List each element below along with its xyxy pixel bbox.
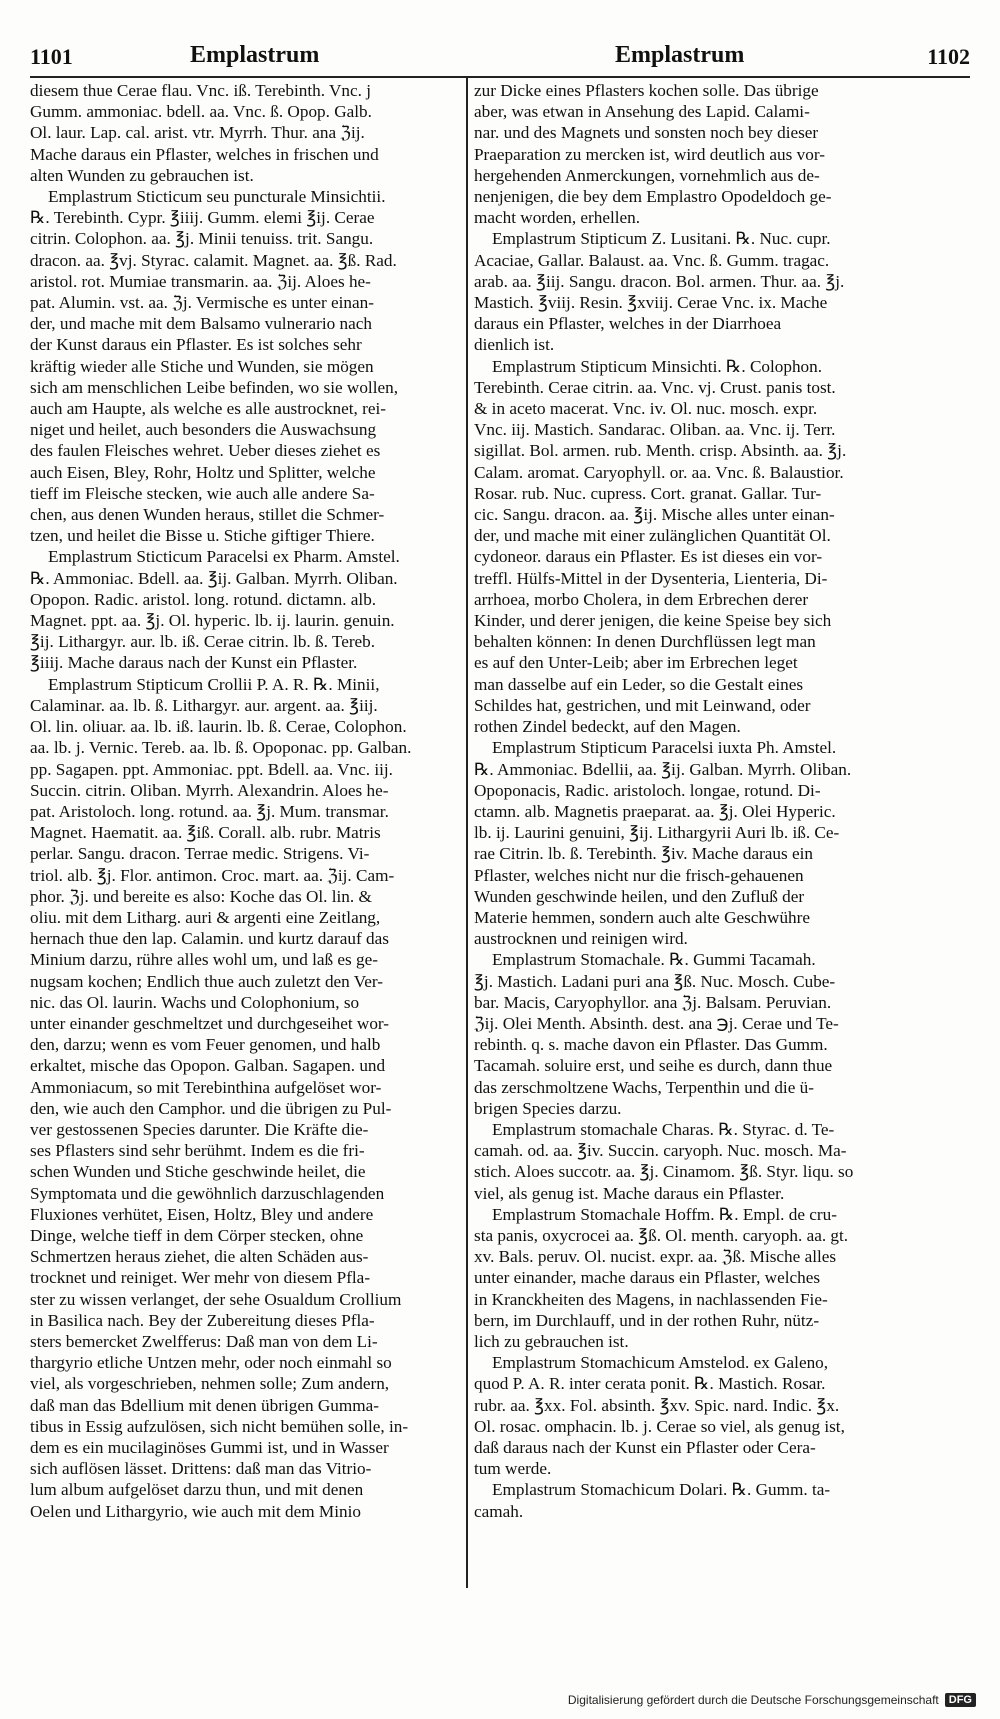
text-line: Gumm. ammoniac. bdell. aa. Vnc. ß. Opop. Galb. <box>30 102 372 122</box>
text-line: ℨij. Olei Menth. Absinth. dest. ana ℈j. Cerae und Te- <box>474 1013 839 1033</box>
text-line: aa. lb. j. Vernic. Tereb. aa. lb. ß. Opoponac. pp. Galban. <box>30 738 412 758</box>
text-line: Emplastrum Stomachicum Amstelod. ex Galeno, <box>492 1353 829 1373</box>
text-line: thargyrio etliche Untzen mehr, oder noch einmahl so <box>30 1353 392 1373</box>
text-line: tibus in Essig aufzulösen, sich nicht bemühen solle, in- <box>30 1416 409 1436</box>
text-line: schen Wunden und Stiche geschwinde heilet, die <box>30 1162 366 1182</box>
text-line: aber, was etwan in Ansehung des Lapid. Calami- <box>474 102 810 122</box>
text-line: unter einander geschmeltzet und durchgeseihet wor- <box>30 1013 390 1033</box>
text-line: Ol. rosac. omphacin. lb. j. Cerae so viel, als genug ist, <box>474 1416 845 1436</box>
text-line: ℞. Ammoniac. Bdell. aa. ℥ij. Galban. Myrrh. Oliban. <box>30 568 398 588</box>
text-line: Emplastrum Stomachicum Dolari. ℞. Gumm. ta- <box>492 1480 831 1500</box>
text-line: camah. od. aa. ℥iv. Succin. caryoph. Nuc. mosch. Ma- <box>474 1141 847 1161</box>
text-line: lb. ij. Laurini genuini, ℥ij. Lithargyrii Auri lb. iß. Ce- <box>474 823 840 843</box>
text-line: Minium darzu, rühre alles wohl um, und laß es ge- <box>30 950 378 970</box>
text-line: pat. Alumin. vst. aa. ℨj. Vermische es unter einan- <box>30 293 374 313</box>
text-line: diesem thue Cerae flau. Vnc. iß. Terebinth. Vnc. j <box>30 81 372 100</box>
text-line: Calam. aromat. Caryophyll. or. aa. Vnc. ß. Balaustior. <box>474 462 844 482</box>
text-line: stich. Aloes succotr. aa. ℥j. Cinamom. ℥ß. Styr. liqu. so <box>474 1162 854 1182</box>
text-line: niget und heilet, auch besonders die Auswachsung <box>30 420 377 440</box>
text-line: Emplastrum stomachale Charas. ℞. Styrac. d. Te- <box>492 1119 835 1139</box>
text-line: ℥ij. Lithargyr. aur. lb. iß. Cerae citrin. lb. ß. Tereb. <box>30 632 376 652</box>
text-line: ℥j. Mastich. Ladani puri ana ℥ß. Nuc. Mosch. Cube- <box>474 971 836 991</box>
text-line: Oelen und Lithargyrio, wie auch mit dem Minio <box>30 1501 361 1521</box>
text-line: austrocknen und reinigen wird. <box>474 929 688 949</box>
text-line: lich zu gebrauchen ist. <box>474 1331 629 1351</box>
text-line: zur Dicke eines Pflasters kochen solle. Das übrige <box>474 81 819 100</box>
text-line: sters bemercket Zwelfferus: Daß man von dem Li- <box>30 1331 378 1351</box>
text-line: daß daraus nach der Kunst ein Pflaster oder Cera- <box>474 1438 816 1457</box>
text-line: den, wie auch den Camphor. und die übrigen zu Pul- <box>30 1098 392 1118</box>
text-line: in Basilica nach. Bey der Zubereitung dieses Pfla- <box>30 1310 375 1330</box>
text-line: arab. aa. ℥iij. Sangu. dracon. Bol. armen. Thur. aa. ℥j. <box>474 271 845 291</box>
text-line: Opoponacis, Radic. aristoloch. longae, rotund. Di- <box>474 780 821 800</box>
text-line: Magnet. Haematit. aa. ℥iß. Corall. alb. rubr. Matris <box>30 823 381 843</box>
digitization-credit: Digitalisierung gefördert durch die Deutsche Forschungsgemeinschaft <box>567 1693 939 1707</box>
text-line: Fluxiones verhütet, Eisen, Holtz, Bley und andere <box>30 1204 374 1224</box>
text-line: der Kunst daraus ein Pflaster. Es ist solches sehr <box>30 335 362 355</box>
page-number-left: 1101 <box>30 44 73 69</box>
text-line: es auf den Unter-Leib; aber im Erbrechen leget <box>474 653 798 673</box>
text-line: daraus ein Pflaster, welches in der Diarrhoea <box>474 314 782 334</box>
text-line: ctamn. alb. Magnetis praeparat. aa. ℥j. Olei Hyperic. <box>474 801 836 821</box>
page-header <box>30 38 970 72</box>
text-line: alten Wunden zu gebrauchen ist. <box>30 165 254 185</box>
text-line: Pflaster, welches nicht nur die frisch-gehauenen <box>474 865 804 885</box>
text-line: in Kranckheiten des Magens, in nachlassenden Fie- <box>474 1289 828 1309</box>
text-line: brigen Species darzu. <box>474 1098 622 1118</box>
text-line: Emplastrum Stipticum Minsichti. ℞. Colophon. <box>492 356 823 376</box>
text-line: Symptomata und die gewöhnlich darzuschlagenden <box>30 1183 385 1203</box>
column-divider <box>466 78 468 1588</box>
running-title-left: Emplastrum <box>190 42 320 68</box>
text-line: aristol. rot. Mumiae transmarin. aa. ℨij. Aloes he- <box>30 271 371 291</box>
text-line: Ammoniacum, so mit Terebinthina aufgelöset wor- <box>30 1077 382 1097</box>
text-line: nenjenigen, die bey dem Emplastro Opodeldoch ge- <box>474 187 832 207</box>
text-line: xv. Bals. peruv. Ol. nucist. expr. aa. ℨß. Mische alles <box>474 1247 837 1267</box>
text-line: auch am Haupte, als welche es alle austrocknet, rei- <box>30 399 387 419</box>
dfg-logo: DFG <box>945 1693 976 1707</box>
text-line: dem es ein mucilaginöses Gummi ist, und in Wasser <box>30 1438 389 1457</box>
text-line: sich auflösen lässet. Drittens: daß man das Vitrio- <box>30 1459 372 1479</box>
running-title-right: Emplastrum <box>615 42 745 68</box>
text-line: Emplastrum Stipticum Z. Lusitani. ℞. Nuc. cupr. <box>492 229 831 249</box>
text-line: erkaltet, mische das Opopon. Galban. Sagapen. und <box>30 1056 386 1076</box>
text-line: bern, im Durchlauff, und in der rothen Ruhr, nütz- <box>474 1310 820 1330</box>
text-line: Acaciae, Gallar. Balaust. aa. Vnc. ß. Gumm. tragac. <box>474 250 830 270</box>
text-line: viel, als genug ist. Mache daraus ein Pflaster. <box>474 1183 785 1203</box>
text-line: phor. ℨj. und bereite es also: Koche das Ol. lin. & <box>30 886 372 906</box>
text-line: hernach thue den lap. Calamin. und kurtz darauf das <box>30 929 389 949</box>
text-line: Emplastrum Stomachale Hoffm. ℞. Empl. de cru- <box>492 1204 837 1224</box>
text-line: treffl. Hülfs-Mittel in der Dysenteria, Lienteria, Di- <box>474 568 828 588</box>
text-line: pat. Aristoloch. long. rotund. aa. ℥j. Mum. transmar. <box>30 801 389 821</box>
text-line: Tacamah. soluire erst, und seihe es durch, dann thue <box>474 1056 833 1076</box>
text-line: Emplastrum Sticticum seu puncturale Minsichtii. <box>48 187 386 207</box>
text-line: nugsam kochen; Endlich thue auch zuletzt den Ver- <box>30 971 383 991</box>
text-line: man dasselbe auf ein Leder, so die Gestalt eines <box>474 674 804 694</box>
text-line: dracon. aa. ℥vj. Styrac. calamit. Magnet. aa. ℥ß. Rad. <box>30 250 397 270</box>
text-line: cydoneor. daraus ein Pflaster. Es ist dieses ein vor- <box>474 547 823 567</box>
left-column <box>30 80 460 1522</box>
text-line: daß man das Bdellium mit denen übrigen Gumma- <box>30 1395 379 1415</box>
text-line: camah. <box>474 1501 524 1521</box>
text-line: dienlich ist. <box>474 335 555 355</box>
text-line: kräftig wieder alle Stiche und Wunden, sie mögen <box>30 356 374 376</box>
text-line: Ol. laur. Lap. cal. arist. vtr. Myrrh. Thur. ana ℨij. <box>30 123 365 143</box>
text-line: Calaminar. aa. lb. ß. Lithargyr. aur. argent. aa. ℥iij. <box>30 695 378 715</box>
text-line: bar. Macis, Caryophyllor. ana ℨj. Balsam. Peruvian. <box>474 992 832 1012</box>
text-line: & in aceto macerat. Vnc. iv. Ol. nuc. mosch. expr. <box>474 399 818 419</box>
text-line: hergehenden Anmerckungen, vornehmlich aus de- <box>474 165 820 185</box>
text-line: macht worden, erhellen. <box>474 208 641 228</box>
text-line: Ol. lin. oliuar. aa. lb. iß. laurin. lb. ß. Cerae, Colophon. <box>30 717 407 737</box>
page-footer <box>568 1693 976 1707</box>
text-line: ℞. Terebinth. Cypr. ℥iiij. Gumm. elemi ℥ij. Cerae <box>30 208 375 228</box>
text-line: auch Eisen, Bley, Rohr, Holtz und Splitter, welche <box>30 462 376 482</box>
text-line: tum werde. <box>474 1459 552 1479</box>
text-line: das zerschmoltzene Wachs, Terpenthin und die ü- <box>474 1077 814 1097</box>
text-line: Praeparation zu mercken ist, wird deutlich aus vor- <box>474 144 825 164</box>
text-line: trocknet und reiniget. Wer mehr von diesem Pfla- <box>30 1268 371 1288</box>
text-line: ℥iiij. Mache daraus nach der Kunst ein Pflaster. <box>30 653 358 673</box>
text-line: tieff im Fleische stecken, wie auch alle andere Sa- <box>30 483 375 503</box>
text-line: Schildes hat, gestrichen, und mit Leinwand, oder <box>474 695 811 715</box>
text-line: citrin. Colophon. aa. ℥j. Minii tenuiss. trit. Sangu. <box>30 229 374 249</box>
text-line: ses Pflasters sind sehr berühmt. Indem es die fri- <box>30 1141 365 1161</box>
text-line: sich am menschlichen Leibe befinden, wo sie wollen, <box>30 377 398 397</box>
text-line: tzen, und heilet die Bisse u. Stiche giftiger Thiere. <box>30 526 375 546</box>
text-line: der, und mache mit dem Balsamo vulnerario nach <box>30 314 372 334</box>
text-line: Dinge, welche tieff in dem Cörper stecken, ohne <box>30 1225 364 1245</box>
text-line: sta panis, oxycrocei aa. ℥ß. Ol. menth. caryoph. aa. gt. <box>474 1225 849 1245</box>
text-line: Kinder, und derer jenigen, die keine Speise bey sich <box>474 611 832 631</box>
text-line: Emplastrum Stomachale. ℞. Gummi Tacamah. <box>492 950 816 970</box>
text-line: arrhoea, morbo Cholera, in dem Erbrechen derer <box>474 589 809 609</box>
text-line: rebinth. q. s. mache davon ein Pflaster. Das Gumm. <box>474 1035 828 1055</box>
text-line: Vnc. iij. Mastich. Sandarac. Oliban. aa. Vnc. ij. Terr. <box>474 420 836 440</box>
text-line: Magnet. ppt. aa. ℥j. Ol. hyperic. lb. ij. laurin. genuin. <box>30 611 395 631</box>
text-line: Rosar. rub. Nuc. cupress. Cort. granat. Gallar. Tur- <box>474 483 822 503</box>
page-number-right: 1102 <box>927 44 970 69</box>
text-line: nar. und des Magnets und sonsten noch bey dieser <box>474 123 819 143</box>
header-rule <box>30 76 970 78</box>
text-line: der, und mache mit einer zulänglichen Quantität Ol. <box>474 526 831 546</box>
text-line: Wunden geschwinde heilen, und den Zufluß der <box>474 886 805 906</box>
text-line: pp. Sagapen. ppt. Ammoniac. ppt. Bdell. aa. Vnc. iij. <box>30 759 393 779</box>
text-line: Terebinth. Cerae citrin. aa. Vnc. vj. Crust. panis tost. <box>474 377 836 397</box>
text-line: unter einander, mache daraus ein Pflaster, welches <box>474 1268 821 1288</box>
text-line: viel, als vorgeschrieben, nehmen solle; Zum andern, <box>30 1374 390 1394</box>
text-line: oliu. mit dem Litharg. auri & argenti eine Zeitlang, <box>30 907 381 927</box>
text-line: sigillat. Bol. armen. rub. Menth. crisp. Absinth. aa. ℥j. <box>474 441 847 461</box>
text-line: quod P. A. R. inter cerata ponit. ℞. Mastich. Rosar. <box>474 1374 826 1394</box>
text-line: Mastich. ℥viij. Resin. ℥xviij. Cerae Vnc. ix. Mache <box>474 293 828 313</box>
text-line: behalten können: In denen Durchflüssen legt man <box>474 632 816 652</box>
text-line: Emplastrum Sticticum Paracelsi ex Pharm. Amstel. <box>48 547 400 567</box>
text-line: Schmertzen heraus ziehet, die alten Schäden aus- <box>30 1247 369 1267</box>
text-line: des faulen Fleisches wehret. Ueber dieses ziehet es <box>30 441 381 461</box>
text-line: Succin. citrin. Oliban. Myrrh. Alexandrin. Aloes he- <box>30 780 389 800</box>
text-line: lum album aufgelöset darzu thun, und mit denen <box>30 1480 364 1500</box>
text-line: Materie hemmen, sondern auch alte Geschwühre <box>474 907 810 927</box>
text-line: ℞. Ammoniac. Bdellii, aa. ℥ij. Galban. Myrrh. Oliban. <box>474 759 852 779</box>
text-line: Mache daraus ein Pflaster, welches in frischen und <box>30 144 379 164</box>
text-line: cic. Sangu. dracon. aa. ℥ij. Mische alles unter einan- <box>474 505 835 525</box>
text-line: Emplastrum Stipticum Paracelsi iuxta Ph. Amstel. <box>492 738 837 758</box>
text-line: Emplastrum Stipticum Crollii P. A. R. ℞. Minii, <box>48 674 380 694</box>
text-line: rubr. aa. ℥xx. Fol. absinth. ℥xv. Spic. nard. Indic. ℥x. <box>474 1395 840 1415</box>
text-line: perlar. Sangu. dracon. Terrae medic. Strigens. Vi- <box>30 844 370 864</box>
text-line: rae Citrin. lb. ß. Terebinth. ℥iv. Mache daraus ein <box>474 844 814 864</box>
right-column <box>474 80 922 1522</box>
text-line: ster zu wissen verlanget, der sehe Osualdum Crollium <box>30 1289 402 1309</box>
text-line: nic. das Ol. laurin. Wachs und Colophonium, so <box>30 992 360 1012</box>
text-line: den, darzu; wenn es vom Feuer genomen, und halb <box>30 1035 381 1055</box>
text-line: ver gestossenen Species darunter. Die Kräfte die- <box>30 1119 369 1139</box>
text-line: rothen Zindel bedeckt, auf den Magen. <box>474 717 741 737</box>
text-line: triol. alb. ℥j. Flor. antimon. Croc. mart. aa. ℨij. Cam- <box>30 865 395 885</box>
text-line: Opopon. Radic. aristol. long. rotund. dictamn. alb. <box>30 589 377 609</box>
text-line: chen, aus denen Wunden heraus, stillet die Schmer- <box>30 505 385 525</box>
